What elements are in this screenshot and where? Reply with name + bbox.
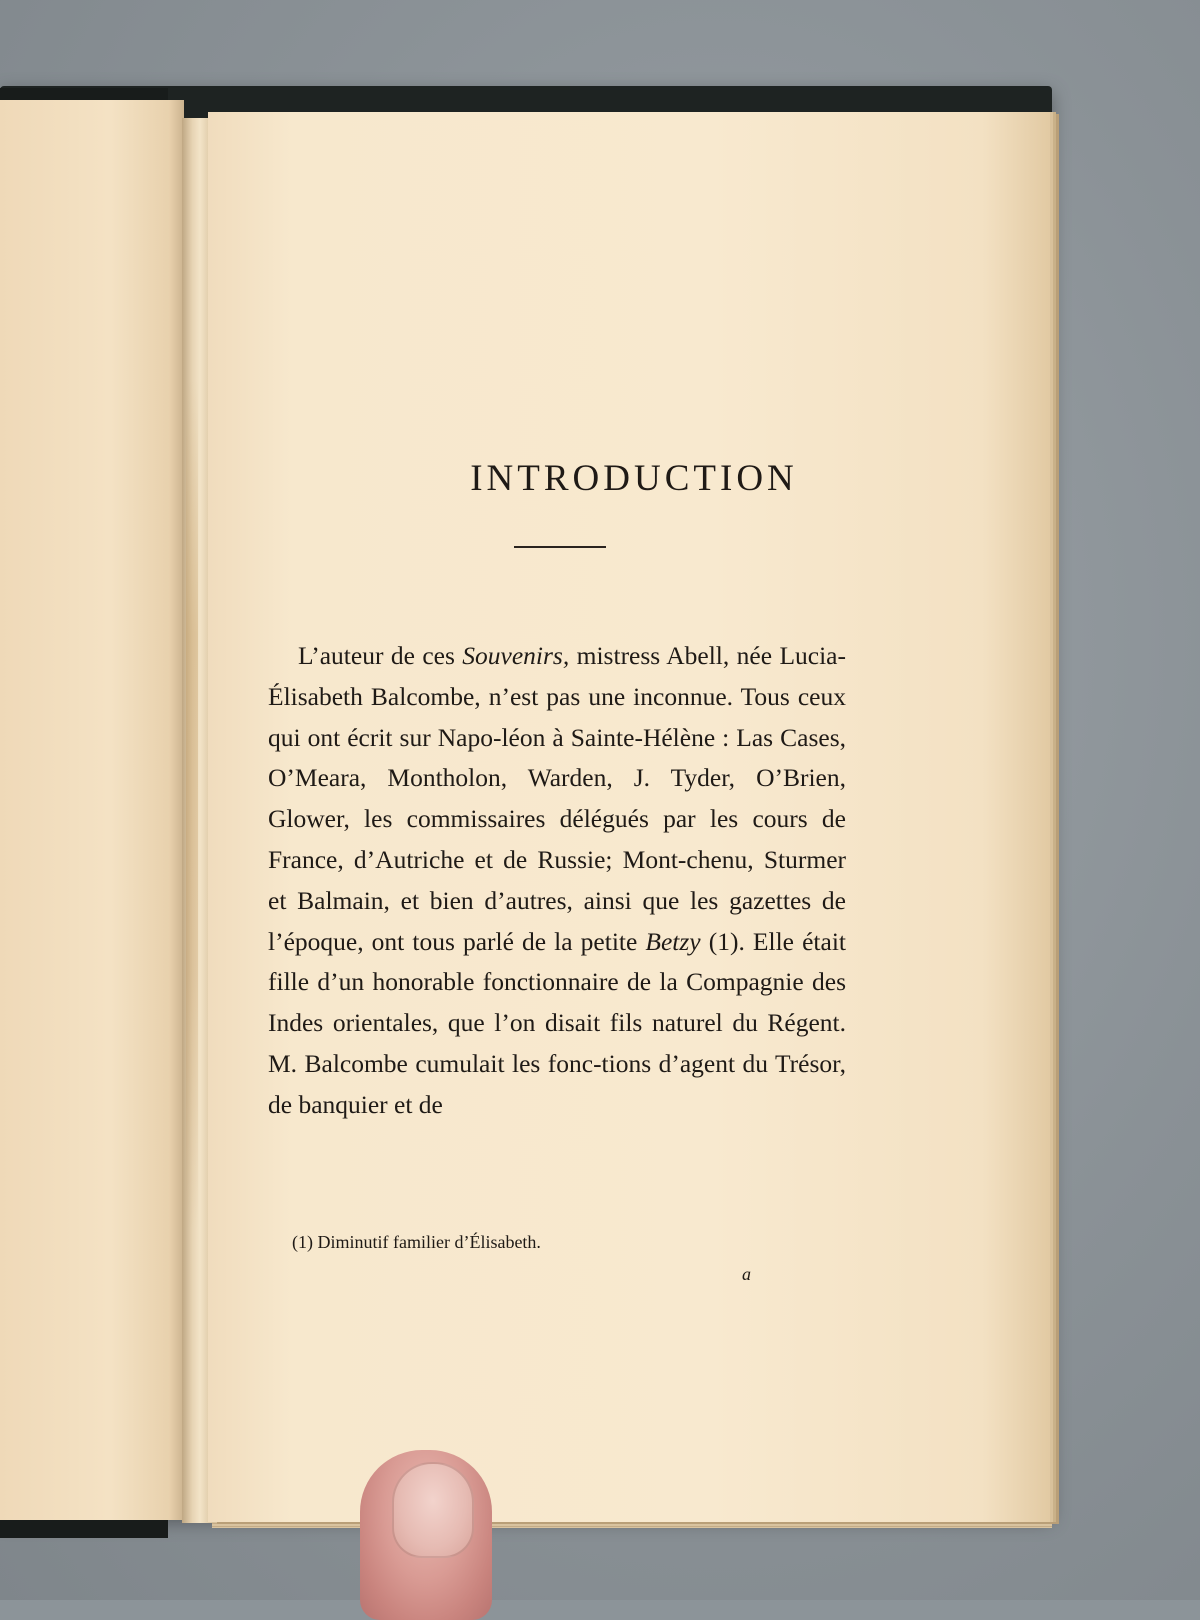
body-paragraph (268, 636, 846, 1126)
italic-betzy: Betzy (645, 926, 701, 956)
left-page (0, 100, 184, 1520)
page-title: INTRODUCTION (470, 458, 798, 499)
paragraph-text-middle: mistress Abell, née Lucia-Élisabeth Balcombe, n’est pas une inconnue. Tous ceux qui ont écrit sur Napo-léon à Sainte-Hélène : Las Cases, O’Meara, Montholon, Warden, J. Tyder, O’Brien, Glower, les commissaires délégués par les cours de France, d’Autriche et de Russie; Mont-chenu, Sturmer et Balmain, et bien d’autres, ainsi que les gazettes de l’époque, ont tous parlé de la petite (268, 641, 846, 956)
italic-souvenirs: Souvenirs, (462, 641, 570, 670)
title-rule (514, 546, 606, 548)
right-page (208, 112, 1050, 1522)
gutter-stain (186, 380, 198, 1230)
page-content (208, 112, 1050, 1522)
paragraph-text-start: L’auteur de ces (298, 641, 463, 670)
thumbnail (392, 1462, 474, 1558)
footnote-reference: (1). (700, 926, 745, 956)
footnote: (1) Diminutif familier d’Élisabeth. (292, 1232, 541, 1252)
signature-mark: a (742, 1264, 751, 1284)
paragraph-text-end: Elle était fille d’un honorable fonctionnaire de la Compagnie des Indes orientales, que l’on disait fils naturel du Régent. M. Balcombe cumulait les fonc-tions d’agent du Trésor, de banquier et de (268, 926, 846, 1119)
